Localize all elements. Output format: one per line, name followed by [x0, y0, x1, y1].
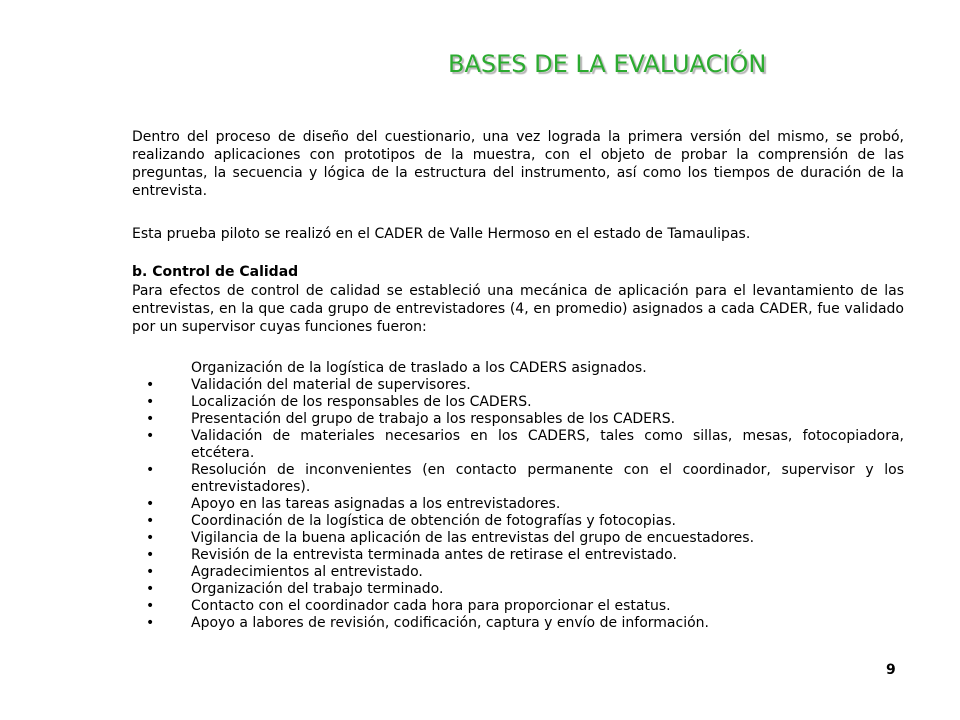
list-item [146, 411, 904, 428]
list-item [146, 377, 904, 394]
list-item-text: Organización del trabajo terminado. [191, 581, 444, 597]
list-item-text: Organización de la logística de traslado a los CADERS asignados. [191, 360, 647, 376]
list-item-text: Apoyo en las tareas asignadas a los entrevistadores. [191, 496, 561, 512]
bullet-icon: • [146, 581, 155, 597]
list-item [146, 513, 904, 530]
bullet-icon: • [146, 496, 155, 512]
list-item-text: Apoyo a labores de revisión, codificación, captura y envío de información. [191, 615, 709, 631]
list-item [146, 360, 904, 377]
list-item-text: Agradecimientos al entrevistado. [191, 564, 423, 580]
list-item [146, 598, 904, 615]
bullet-icon: • [146, 530, 155, 546]
bullet-icon: • [146, 462, 155, 478]
bullet-icon: • [146, 564, 155, 580]
list-item-text: Vigilancia de la buena aplicación de las entrevistas del grupo de encuestadores. [191, 530, 755, 546]
bullet-icon: • [146, 394, 155, 410]
bullet-icon: • [146, 547, 155, 563]
bullet-icon: • [146, 377, 155, 393]
list-item [146, 564, 904, 581]
list-item-text: Presentación del grupo de trabajo a los responsables de los CADERS. [191, 411, 676, 427]
bullet-icon: • [146, 598, 155, 614]
list-item [146, 496, 904, 513]
list-item [146, 615, 904, 632]
list-item-text: Validación del material de supervisores. [191, 377, 471, 393]
list-item-text: Coordinación de la logística de obtención de fotografías y fotocopias. [191, 513, 676, 529]
supervisor-functions-list [146, 360, 904, 632]
section-paragraph: Para efectos de control de calidad se estableció una mecánica de aplicación para el levantamiento de las entrevistas, en la que cada grupo de entrevistadores (4, en promedio) asignados a cada CADER, fue validado por un supervisor cuyas funciones fueron: [132, 283, 904, 335]
list-item [146, 462, 904, 496]
list-item [146, 547, 904, 564]
list-item-text: Validación de materiales necesarios en los CADERS, tales como sillas, mesas, fotocopiadora, etcétera. [191, 428, 904, 461]
page-title: BASES DE LA EVALUACIÓN [448, 50, 767, 78]
intro-paragraph: Dentro del proceso de diseño del cuestionario, una vez lograda la primera versión del mismo, se probó, realizando aplicaciones con prototipos de la muestra, con el objeto de probar la comprensión de las preguntas, la secuencia y lógica de la estructura del instrumento, así como los tiempos de duración de la entrevista. [132, 129, 904, 199]
list-item-text: Localización de los responsables de los CADERS. [191, 394, 532, 410]
list-item [146, 530, 904, 547]
bullet-icon: • [146, 615, 155, 631]
page-number: 9 [886, 662, 896, 678]
section-heading: b. Control de Calidad [132, 264, 299, 280]
bullet-icon: • [146, 428, 155, 444]
list-item-text: Revisión de la entrevista terminada antes de retirase el entrevistado. [191, 547, 677, 563]
list-item-text: Contacto con el coordinador cada hora para proporcionar el estatus. [191, 598, 671, 614]
list-item [146, 428, 904, 462]
bullet-icon: • [146, 513, 155, 529]
pilot-paragraph: Esta prueba piloto se realizó en el CADER de Valle Hermoso en el estado de Tamaulipas. [132, 226, 751, 242]
list-item-text: Resolución de inconvenientes (en contacto permanente con el coordinador, supervisor y los entrevistadores). [191, 462, 904, 495]
list-item [146, 581, 904, 598]
bullet-icon: • [146, 411, 155, 427]
list-item [146, 394, 904, 411]
